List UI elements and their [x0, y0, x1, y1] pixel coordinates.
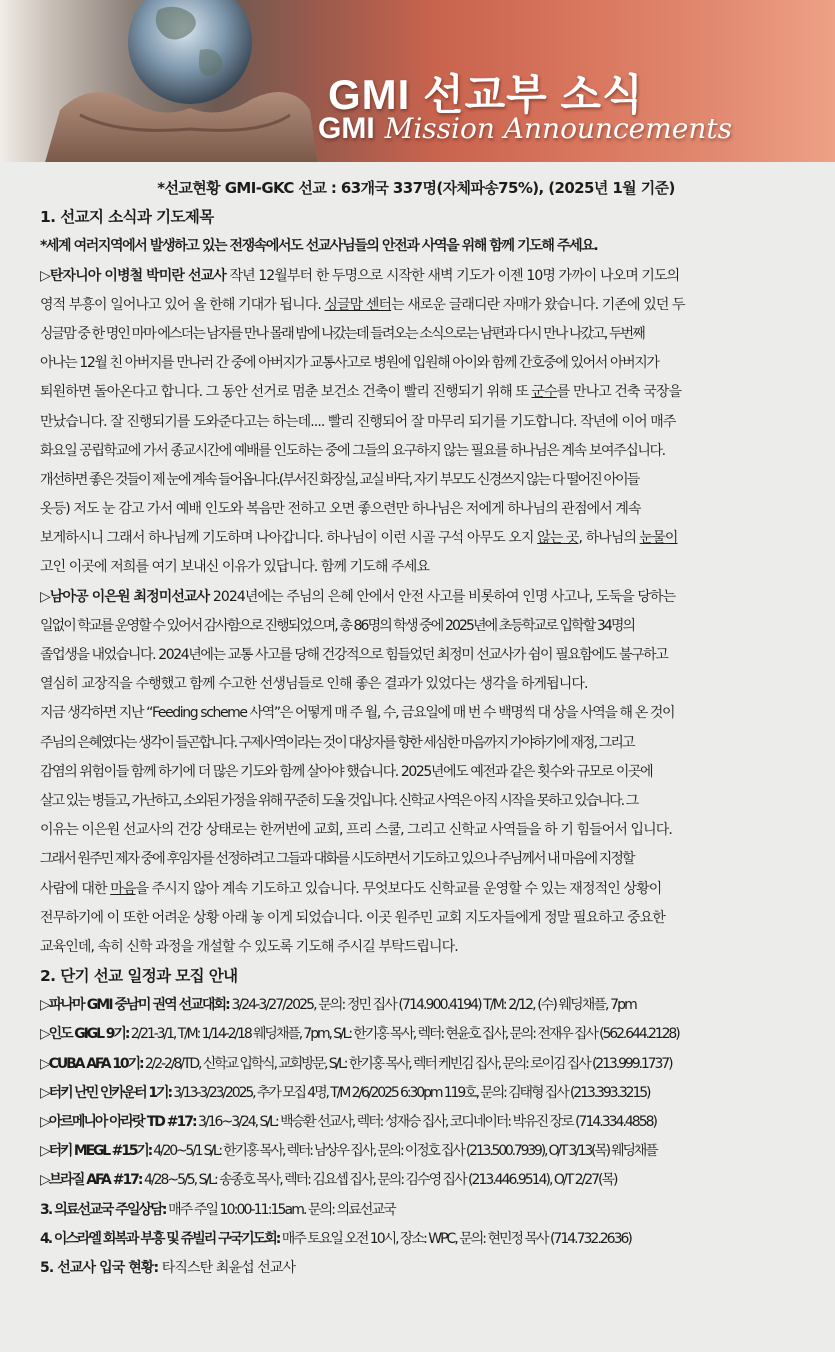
south-africa-report-line: 주님의 은혜였다는 생각이 들곤합니다. 구제사역이라는 것이 대상자를 향한 세심한 마음까지 가야하기에 재정, 그리고 — [40, 734, 634, 751]
trip-item-turkey-megl: ▷터키 MEGL #15기: 4/20~5/1 S/L: 한기홍 목사, 렉터: 남상우 집사, 문의: 이정호 집사 (213.500.7939), O/T 3/13(목) 웨딩채플 — [40, 1143, 657, 1160]
south-africa-report-line: 그래서 원주민 제자 중에 후임자를 선정하려고 그들과 대화를 시도하면서 기도하고 있으나 주님께서 내 마음에 지정할 — [40, 851, 634, 868]
title-english — [318, 112, 732, 146]
tanzania-report-line: 고인 이곳에 저희를 여기 보내신 이유가 있답니다. 함께 기도해 주세요 — [40, 559, 429, 576]
south-africa-report-line: 졸업생을 내었습니다. 2024년에는 교통 사고를 당해 건강적으로 힘들었던 최정미 선교사가 쉼이 필요함에도 불구하고 — [40, 647, 668, 663]
tanzania-report-line: 영적 부흥이 일어나고 있어 올 한해 기대가 됩니다. 싱글맘 센터는 새로운 글래디란 자매가 왔습니다. 기존에 있던 두 — [40, 296, 685, 313]
trip-item-cuba: ▷CUBA AFA 10기: 2/2-2/8/TD, 신학교 입학식, 교회방문, S/L: 한기홍 목사, 렉터 케빈김 집사, 문의: 로이김 집사 (213.999.1737) — [40, 1055, 672, 1072]
south-africa-report-line: 교육인데, 속히 신학 과정을 개설할 수 있도록 기도해 주시길 부탁드립니다. — [40, 938, 458, 955]
south-africa-report-line: 살고 있는 병들고, 가난하고, 소외된 가정을 위해 꾸준히 도울 것입니다. 신학교 사역은 아직 시작을 못하고 있습니다. 그 — [40, 792, 638, 809]
tanzania-report-line: 싱글맘 중 한 명인 마마 에스더는 남자를 만나 몰래 밤에 나갔는데 들려오는 소식으로는 남편과 다시 만나 나갔고, 두번째 — [40, 325, 644, 342]
tanzania-report-line: 아나는 12월 친 아버지를 만나러 간 중에 아버지가 교통사고로 병원에 입원해 아이와 함께 간호중에 있어서 아버지가 — [40, 355, 659, 372]
south-africa-report-line: ▷남아공 이은원 최정미선교사 2024년에는 주님의 은혜 안에서 안전 사고를 비롯하여 인명 사고나, 도둑을 당하는 — [40, 588, 676, 605]
south-africa-report-line: 지금 생각하면 지난 “Feeding scheme 사역”은 어떻게 매 주 월, 수, 금요일에 매 번 수 백명씩 대 상을 사역을 해 온 것이 — [40, 705, 675, 722]
tanzania-report-line: 화요일 공립학교에 가서 종교시간에 예배를 인도하는 중에 그들의 요구하지 않는 필요를 하나님은 계속 보여주십니다. — [40, 442, 665, 459]
trip-item-panama: ▷파나마 GMI 중남미 권역 선교대회: 3/24-3/27/2025, 문의: 정민 집사 (714.900.4194) T/M: 2/12, (수) 웨딩채플, 7pm — [40, 997, 636, 1014]
tanzania-report-line: 옷등) 저도 눈 감고 가서 예배 인도와 복음만 전하고 오면 좋으련만 하나님은 저에게 하나님의 관점에서 계속 — [40, 501, 641, 518]
tanzania-report-line: ▷탄자니아 이병철 박미란 선교사 작년 12월부터 한 두명으로 시작한 새벽 기도가 이젠 10명 가까이 나오며 기도의 — [40, 267, 680, 284]
trip-item-turkey-refugee: ▷터키 난민 인카운터 1기: 3/13-3/23/2025, 추가 모집 4명, T/M 2/6/2025 6:30pm 119호, 문의: 김태형 집사 (213.393.3215) — [40, 1084, 650, 1101]
south-africa-missionary-name: ▷남아공 이은원 최정미선교사 — [40, 588, 210, 605]
tanzania-report-line: 개선하면 좋은 것들이 제 눈에 계속 들어옵니다.(부서진 화장실, 교실 바닥, 자기 부모도 신경쓰지 않는 다 떨어진 아이들 — [40, 471, 639, 488]
trip-item-armenia: ▷아르메니아 아라랏 TD #17: 3/16~3/24, S/L: 백승환 선교사, 렉터: 성재승 집사, 코디네이터: 박유진 장로 (714.334.4858) — [40, 1114, 656, 1130]
tanzania-report-line: 보게하시니 그래서 하나님께 기도하며 나아갑니다. 하나님이 이런 시골 구석 아무도 오지 않는 곳, 하나님의 눈물이 — [40, 530, 678, 547]
announcements-body — [40, 174, 792, 1283]
trip-item-india: ▷인도 GIGL 9기: 2/21-3/1, T/M: 1/14-2/18 웨딩채플, 7pm, S/L: 한기홍 목사, 렉터: 현윤호 집사, 문의: 전재우 집사 (562.644.2128) — [40, 1026, 679, 1043]
section-5-missionary-arrival: 5. 선교사 입국 현황: 타직스탄 최윤섭 선교사 — [40, 1259, 296, 1276]
south-africa-report-line: 감염의 위험이들 함께 하기에 더 많은 기도와 함께 살아야 했습니다. 2025년에도 예전과 같은 횟수와 규모로 이곳에 — [40, 763, 653, 780]
section-1-heading: 1. 선교지 소식과 기도제목 — [40, 208, 214, 227]
section-2-heading: 2. 단기 선교 일정과 모집 안내 — [40, 967, 238, 986]
mission-status-line: *선교현황 GMI-GKC 선교 : 63개국 337명(자체파송75%), (2025년 1월 기준) — [157, 179, 675, 197]
south-africa-report-line: 열심히 교장직을 수행했고 함께 수고한 선생님들로 인해 좋은 결과가 있었다는 생각을 하게됩니다. — [40, 676, 588, 693]
tanzania-missionary-name: ▷탄자니아 이병철 박미란 선교사 — [40, 267, 226, 284]
south-africa-report-line: 사람에 대한 마음을 주시지 않아 계속 기도하고 있습니다. 무엇보다도 신학교를 운영할 수 있는 재정적인 상황이 — [40, 880, 662, 897]
section-3-medical: 3. 의료선교국 주일상담: 매주 주일 10:00-11:15am. 문의: 의료선교국 — [40, 1201, 395, 1218]
south-africa-report-line: 이유는 이은원 선교사의 건강 상태로는 한꺼번에 교회, 프리 스쿨, 그리고 신학교 사역들을 하 기 힘들어서 입니다. — [40, 822, 672, 839]
south-africa-report-line: 전무하기에 이 또한 어려운 상황 아래 놓 이게 되었습니다. 이곳 원주민 교회 지도자들에게 정말 필요하고 중요한 — [40, 909, 665, 926]
globe-in-hands-image — [40, 0, 320, 162]
trip-item-brazil: ▷브라질 AFA #17: 4/28~5/5, S/L: 송종호 목사, 렉터: 김요셉 집사, 문의: 김수영 집사 (213.446.9514), O/T 2/27(목) — [40, 1172, 617, 1189]
title-korean: GMI 선교부 소식 — [328, 71, 644, 118]
south-africa-report-line: 일없이 학교를 운영할 수 있어서 감사함으로 진행되었으며, 총 86명의 학생 중에 2025년에 초등학교로 입학할 34명의 — [40, 617, 635, 634]
section-4-israel-prayer: 4. 이스라엘 회복과 부흥 및 쥬빌리 구국기도회: 매주 토요일 오전 10시, 장소: WPC, 문의: 현민정 목사 (714.732.2636) — [40, 1230, 631, 1247]
tanzania-report-line: 만났습니다. 잘 진행되기를 도와준다고는 하는데.... 빨리 진행되어 잘 마무리 되기를 기도합니다. 작년에 이어 매주 — [40, 413, 676, 430]
title-english-script: Mission Announcements — [384, 112, 733, 145]
prayer-notice: *세계 여러지역에서 발생하고 있는 전쟁속에서도 선교사님들의 안전과 사역을 위해 함께 기도해 주세요. — [40, 238, 598, 255]
tanzania-report-line: 퇴원하면 돌아온다고 합니다. 그 동안 선거로 멈춘 보건소 건축이 빨리 진행되기 위해 또 군수를 만나고 건축 국장을 — [40, 384, 682, 401]
title-english-gmi: GMI — [318, 112, 375, 145]
header-banner — [0, 0, 835, 162]
